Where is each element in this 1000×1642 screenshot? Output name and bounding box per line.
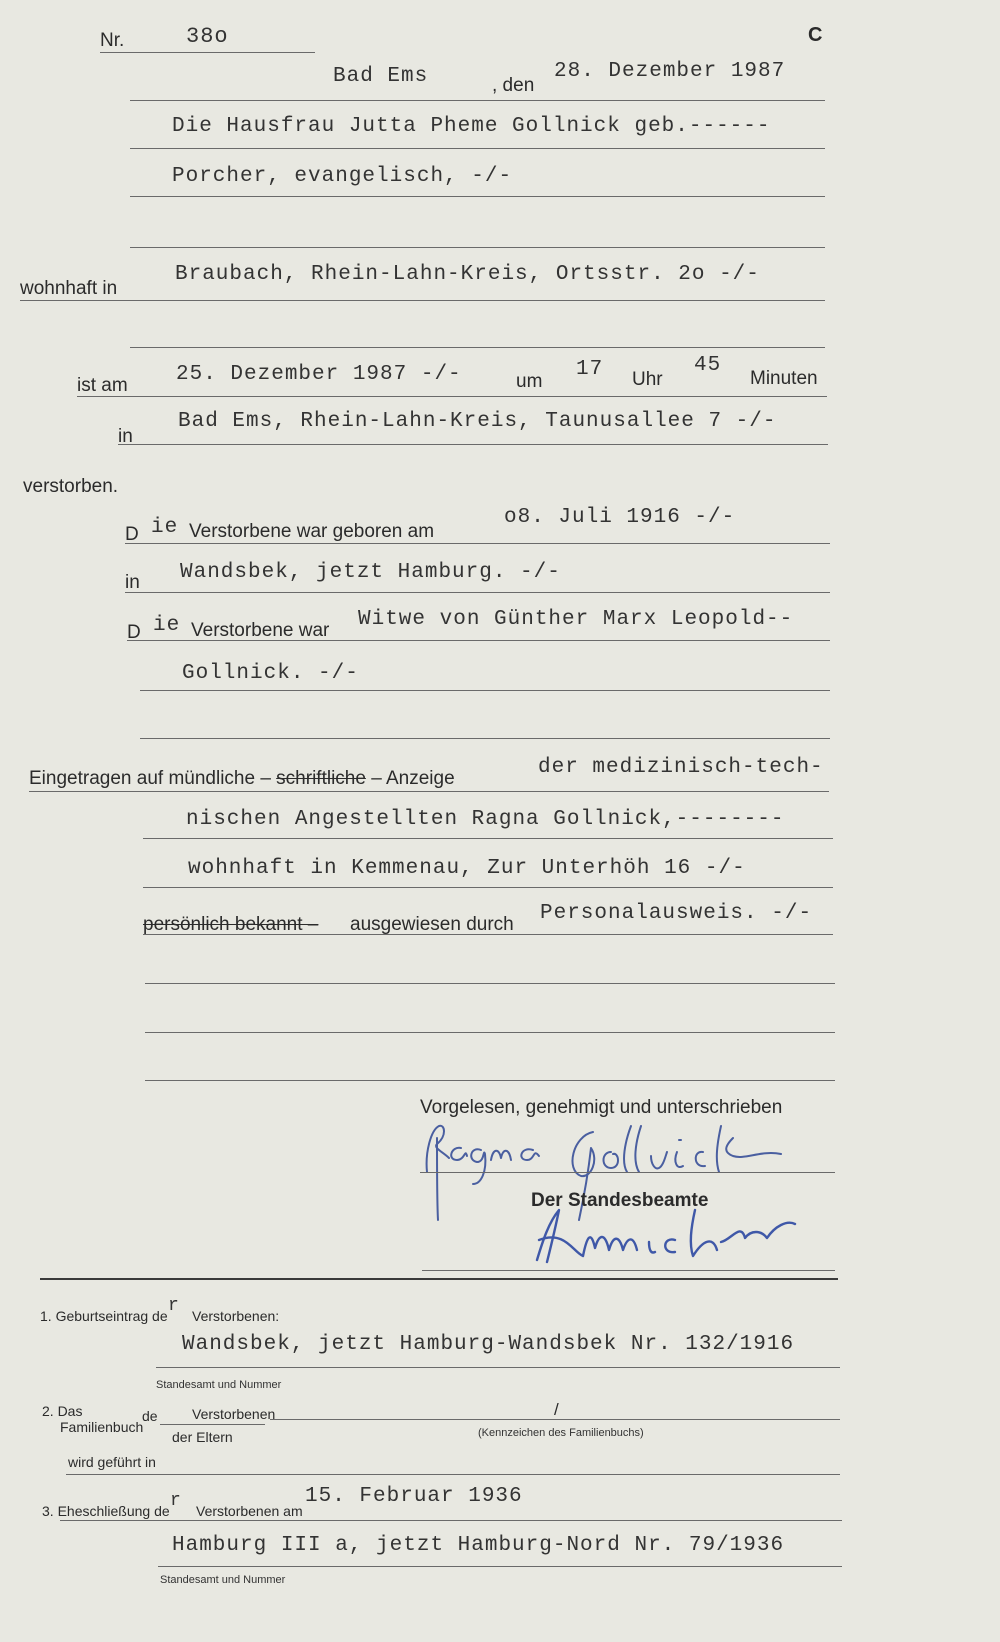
ausgewiesen-label: ausgewiesen durch — [350, 914, 514, 935]
status-d-label: D — [127, 622, 141, 643]
status-line2: Gollnick. -/- — [182, 662, 359, 685]
standesbeamte-label: Der Standesbeamte — [531, 1190, 709, 1211]
death-place-rule — [118, 444, 828, 445]
address: Braubach, Rhein-Lahn-Kreis, Ortsstr. 2o -/- — [175, 263, 760, 286]
nr-value: 38o — [186, 24, 229, 49]
item2-wird: wird geführt in — [68, 1454, 156, 1470]
item2-de: de — [142, 1408, 158, 1424]
item1-r: r — [168, 1296, 180, 1316]
registration-rule-2 — [143, 838, 833, 839]
blank-rule-2 — [145, 1032, 835, 1033]
item2-wird-rule — [66, 1474, 840, 1475]
status-ie: ie — [153, 614, 181, 637]
item1-label-b: Verstorbenen: — [192, 1308, 280, 1324]
person-rule-1 — [130, 148, 825, 149]
eingetragen-label — [29, 768, 455, 790]
eingetragen-prefix: Eingetragen auf mündliche – — [29, 768, 271, 789]
standesamt-label-2: Standesamt und Nummer — [160, 1574, 286, 1586]
item3-place: Hamburg III a, jetzt Hamburg-Nord Nr. 79/1936 — [172, 1534, 785, 1557]
person-line1: Die Hausfrau Jutta Pheme Gollnick geb.------ — [172, 115, 771, 138]
birth-in-label: in — [125, 572, 140, 593]
item2-kennzeichen: (Kennzeichen des Familienbuchs) — [478, 1427, 644, 1439]
address-rule-1 — [20, 300, 825, 301]
registration-line1: der medizinisch-tech- — [538, 756, 824, 779]
birth-place: Wandsbek, jetzt Hamburg. -/- — [180, 561, 561, 584]
status-line1: Witwe von Günther Marx Leopold-- — [358, 608, 794, 631]
eingetragen-suffix: – Anzeige — [371, 768, 455, 789]
header-rule — [130, 100, 825, 101]
death-in-label: in — [118, 426, 133, 447]
registration-rule-4 — [143, 934, 833, 935]
birth-date: o8. Juli 1916 -/- — [504, 506, 736, 529]
den-label: , den — [492, 75, 535, 96]
registration-rule-1 — [29, 791, 829, 792]
item2-eltern: der Eltern — [172, 1429, 233, 1445]
death-date: 25. Dezember 1987 -/- — [176, 363, 462, 386]
registration-line2: nischen Angestellten Ragna Gollnick,-------- — [186, 808, 785, 831]
item1-value: Wandsbek, jetzt Hamburg-Wandsbek Nr. 132/1916 — [182, 1333, 795, 1356]
item3-r: r — [170, 1491, 182, 1511]
nr-label: Nr. — [100, 30, 125, 51]
item2-das: 2. Das — [42, 1403, 83, 1419]
vorgelesen-label: Vorgelesen, genehmigt und unterschrieben — [420, 1097, 783, 1118]
birth-place-rule — [125, 592, 830, 593]
address-rule-2 — [130, 347, 825, 348]
item2-familienbuch: Familienbuch — [60, 1419, 144, 1435]
wohnhaft-label: wohnhaft in — [20, 278, 118, 299]
blank-rule-3 — [145, 1080, 835, 1081]
form-letter: C — [808, 24, 823, 46]
uhr-label: Uhr — [632, 369, 663, 390]
birth-d-label: D — [125, 524, 139, 545]
death-date-rule — [77, 396, 827, 397]
person-rule-2 — [130, 196, 825, 197]
item3-label-a: 3. Eheschließung de — [42, 1503, 170, 1519]
verstorbene-war-label: Verstorbene war — [191, 620, 330, 641]
item3-label-b: Verstorbenen am — [196, 1503, 303, 1519]
official-signature — [525, 1200, 825, 1275]
standesamt-label-1: Standesamt und Nummer — [156, 1379, 282, 1391]
section-divider — [40, 1278, 838, 1280]
person-line2: Porcher, evangelisch, -/- — [172, 165, 513, 188]
status-rule-1 — [127, 640, 830, 641]
ist-am-label: ist am — [77, 375, 128, 396]
nr-rule — [100, 52, 315, 53]
birth-ie: ie — [151, 516, 179, 539]
persoenlich-bekannt-struck: persönlich bekannt – — [143, 914, 319, 935]
blank-rule-1 — [145, 983, 835, 984]
item2-rule — [270, 1419, 840, 1420]
birth-date-rule — [125, 543, 830, 544]
registration-line3: wohnhaft in Kemmenau, Zur Unterhöh 16 -/- — [188, 857, 746, 880]
informant-signature-rule — [420, 1172, 835, 1173]
status-rule-2 — [140, 690, 830, 691]
item2-slash: / — [554, 1400, 559, 1419]
header-date: 28. Dezember 1987 — [554, 60, 786, 83]
item1-rule — [156, 1367, 840, 1368]
id-document: Personalausweis. -/- — [540, 902, 813, 925]
death-hour: 17 — [576, 358, 604, 381]
um-label: um — [516, 371, 543, 392]
item2-verstorbenen: Verstorbenen — [192, 1406, 276, 1422]
status-rule-3 — [140, 738, 830, 739]
eingetragen-struck: schriftliche — [276, 768, 366, 789]
item3-place-rule — [158, 1566, 842, 1567]
header-place: Bad Ems — [333, 65, 429, 88]
item3-date-rule — [60, 1520, 842, 1521]
death-minutes: 45 — [694, 354, 722, 377]
item1-label-a: 1. Geburtseintrag de — [40, 1308, 168, 1324]
registration-rule-3 — [143, 887, 833, 888]
geboren-label: Verstorbene war geboren am — [189, 521, 435, 542]
person-rule-3 — [130, 247, 825, 248]
death-place: Bad Ems, Rhein-Lahn-Kreis, Taunusallee 7 -/- — [178, 410, 777, 433]
minuten-label: Minuten — [750, 368, 818, 389]
official-signature-rule — [422, 1270, 835, 1271]
verstorben-label: verstorben. — [23, 476, 119, 497]
item2-choice-rule — [160, 1424, 265, 1425]
item3-date: 15. Februar 1936 — [305, 1485, 523, 1508]
